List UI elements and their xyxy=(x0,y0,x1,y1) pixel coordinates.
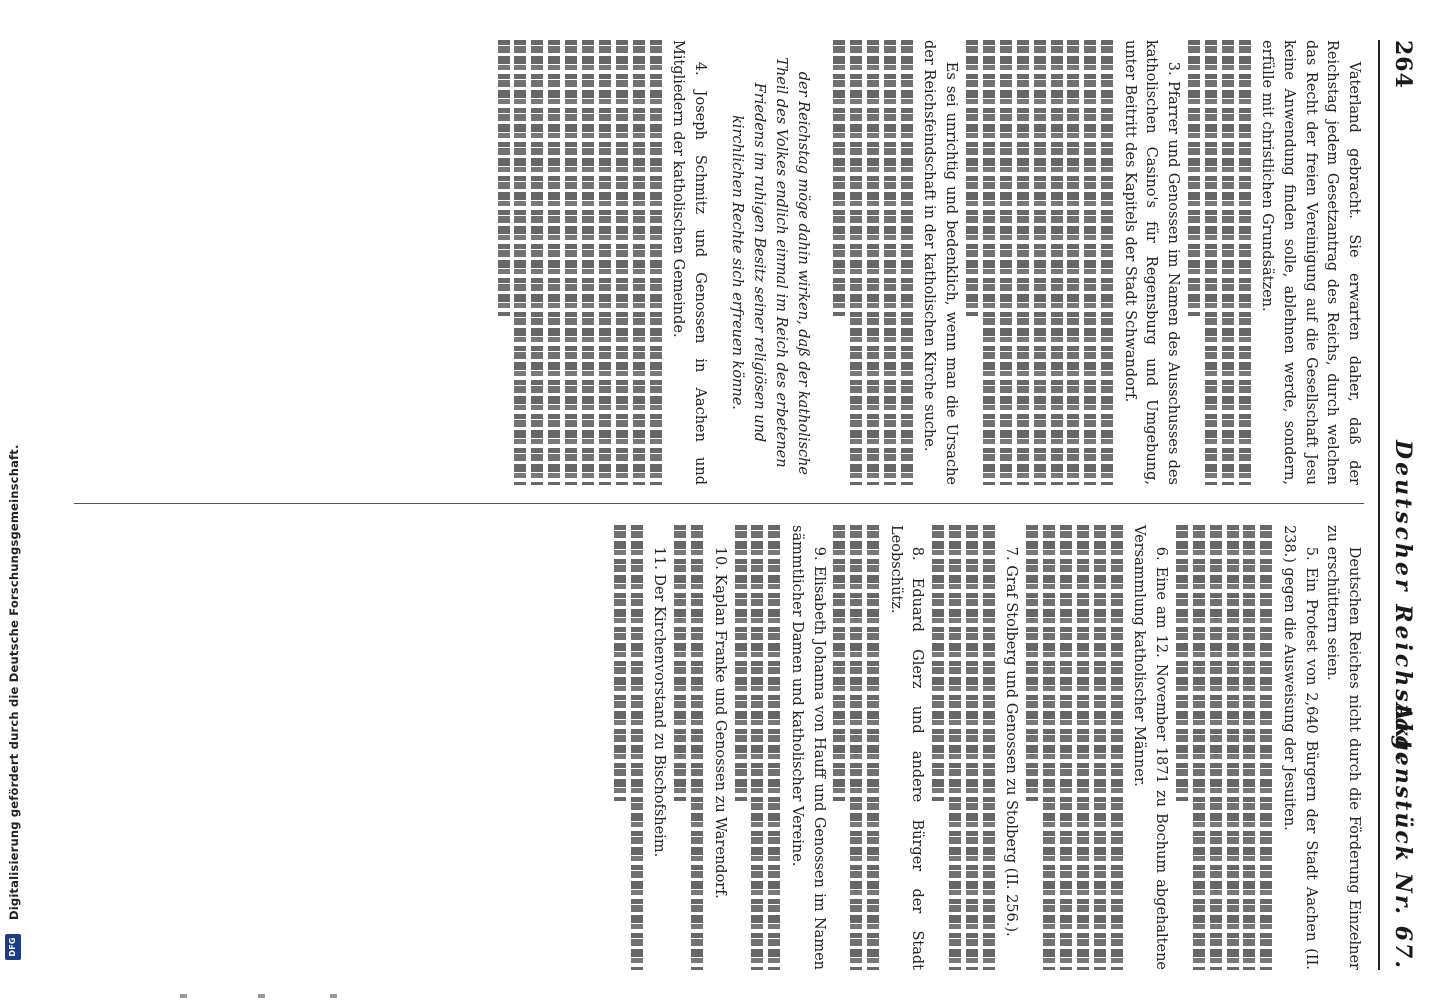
text-line xyxy=(1067,40,1079,485)
text-line xyxy=(674,525,686,801)
text-line xyxy=(548,40,560,485)
text-line xyxy=(614,525,626,801)
text-line xyxy=(1051,40,1063,485)
page-number: 264 xyxy=(1390,40,1416,89)
text-line xyxy=(1111,525,1123,970)
column-divider xyxy=(74,503,1364,504)
right-column xyxy=(64,525,1364,970)
right-paragraph-6: 9. Elisabeth Johanna von Hauff und Genossen im Namen sämmtlicher Damen und katholischer Vereine. xyxy=(788,525,827,970)
text-line xyxy=(1101,40,1113,485)
text-line xyxy=(565,40,577,485)
text-line xyxy=(514,40,526,485)
scan-artifact xyxy=(180,994,187,998)
text-line xyxy=(582,40,594,485)
text-line xyxy=(531,40,543,485)
credit-strip xyxy=(0,0,42,1000)
text-line xyxy=(1188,40,1200,316)
rotated-newspaper-sheet xyxy=(42,0,1432,1000)
text-line xyxy=(735,525,747,801)
right-paragraph-5: 8. Eduard Glerz und andere Bürger der Stadt Leobschütz. xyxy=(887,525,926,970)
text-line xyxy=(949,525,961,970)
text-line xyxy=(966,40,978,316)
paragraph-gap xyxy=(813,40,829,485)
text-line xyxy=(1239,40,1251,485)
scan-artifact xyxy=(258,994,265,998)
text-line xyxy=(833,40,845,316)
text-line xyxy=(650,40,662,485)
text-line xyxy=(932,525,944,801)
text-line xyxy=(1193,525,1205,970)
issue-label: Aktenstück Nr. 67. xyxy=(1390,703,1416,970)
text-line xyxy=(850,525,862,970)
right-paragraph-1: Deutschen Reiches nicht durch die Förderung Einzelner zu erschüttern seien. xyxy=(1324,525,1362,970)
text-line xyxy=(1244,525,1256,970)
text-line xyxy=(1026,525,1038,801)
text-line xyxy=(901,40,913,485)
text-line xyxy=(631,525,643,970)
text-line xyxy=(1210,525,1222,970)
text-line xyxy=(633,40,645,485)
left-paragraph-4: Es sei unrichtig und bedenklich, wenn man die Ursache der Reichsfeindschaft in der katholischen Kirche suche. xyxy=(921,40,960,485)
right-paragraph-7: 10. Kaplan Franke und Genossen zu Warendorf. xyxy=(711,546,728,899)
text-line xyxy=(1077,525,1089,970)
text-line xyxy=(1094,525,1106,970)
dfg-logo: DFG xyxy=(5,934,21,960)
petition-quote: der Reichstag möge dahin wirken, daß der katholische Theil des Volkes endlich einmal im Reich des erbetenen Friedens im ruhigen Besitz seiner religiösen und kirchlichen Rechte sich erfreuen könne. xyxy=(729,57,811,475)
text-line xyxy=(1000,40,1012,485)
header-rule xyxy=(1378,40,1380,970)
text-line xyxy=(1017,40,1029,485)
text-line xyxy=(1084,40,1096,485)
left-paragraph-2: 3. Pfarrer und Genossen im Namen des Ausschusses des katholischen Casino's für Regensburg und Umgebung, unter Beitritt des Kapitels der Stadt Schwandorf. xyxy=(1121,40,1182,485)
text-line xyxy=(1043,525,1055,970)
text-line xyxy=(1222,40,1234,485)
text-line xyxy=(1176,525,1188,801)
text-line xyxy=(1227,525,1239,970)
text-line xyxy=(867,525,879,970)
left-column xyxy=(64,40,1364,485)
text-line xyxy=(751,525,763,970)
text-line xyxy=(983,525,995,970)
text-line xyxy=(616,40,628,485)
text-line xyxy=(850,40,862,485)
text-line xyxy=(1060,525,1072,970)
text-line xyxy=(768,525,780,970)
text-line xyxy=(1034,40,1046,485)
scan-artifact xyxy=(330,994,337,998)
text-line xyxy=(691,525,703,970)
right-paragraph-2: 5. Ein Protest von 2,640 Bürgern der Stadt Aachen (II. 238.) gegen die Ausweisung der Jesuiten. xyxy=(1280,525,1319,970)
text-line xyxy=(498,40,510,316)
text-line xyxy=(983,40,995,485)
right-paragraph-8: 11. Der Kirchenvorstand zu Bischofsheim. xyxy=(651,546,668,858)
text-line xyxy=(884,40,896,485)
paragraph-gap xyxy=(710,40,726,485)
text-line xyxy=(599,40,611,485)
credit-text: Digitalisierung gefördert durch die Deutsche Forschungsgemeinschaft. xyxy=(7,444,21,920)
left-paragraph-1: Vaterland gebracht. Sie erwarten daher, daß der Reichstag jedem Gesetzantrag des Reichs, durch welchen das Recht der freien Vereinigung auf die Gesellschaft Jesu keine Anwendung finden solle, ablehnen werde, sondern, erfülle mit christlichen Grundsätzen. xyxy=(1259,40,1362,485)
right-paragraph-4: 7. Graf Stolberg und Genossen zu Stolberg (II. 256.). xyxy=(1003,546,1020,937)
digitization-credit xyxy=(4,0,26,960)
running-title: Deutscher Reichstag. xyxy=(1390,440,1416,765)
text-line xyxy=(867,40,879,485)
text-line xyxy=(1260,525,1272,970)
left-paragraph-3: 4. Joseph Schmitz und Genossen in Aachen und Mitgliedern der katholischen Gemeinde. xyxy=(670,40,708,485)
page-header xyxy=(1382,40,1422,970)
text-line xyxy=(833,525,845,801)
right-paragraph-3: 6. Eine am 12. November 1871 zu Bochum abgehaltene Versammlung katholischer Männer. xyxy=(1131,525,1170,970)
text-line xyxy=(966,525,978,970)
text-line xyxy=(1205,40,1217,485)
